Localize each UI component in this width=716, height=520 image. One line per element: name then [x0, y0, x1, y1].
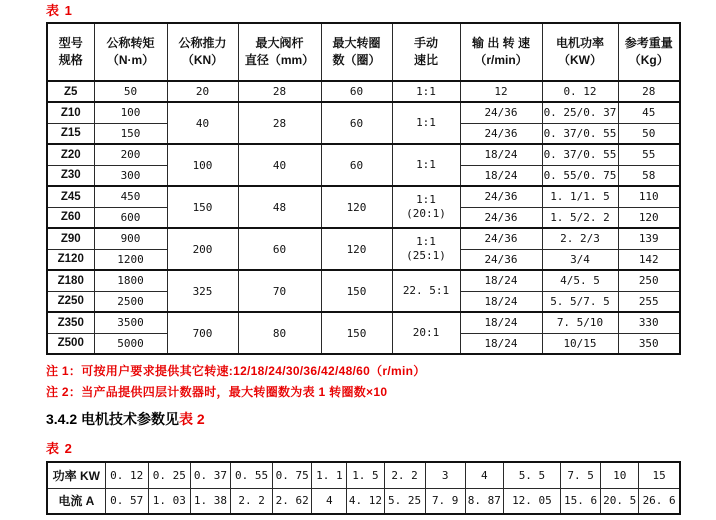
- current-value-cell: 2. 2: [231, 488, 273, 514]
- cell-model: Z5: [47, 81, 94, 102]
- cell-motor-power: 3/4: [542, 249, 618, 270]
- cell-torque: 100: [94, 102, 167, 123]
- table1-row-z180: [47, 270, 680, 291]
- cell-torque: 1800: [94, 270, 167, 291]
- table1-header-row: [47, 23, 680, 81]
- cell-model: Z180: [47, 270, 94, 291]
- power-value-cell: 0. 25: [148, 462, 190, 488]
- current-value-cell: 15. 6: [561, 488, 601, 514]
- cell-turns: 60: [321, 144, 392, 186]
- cell-motor-power: 5. 5/7. 5: [542, 291, 618, 312]
- cell-thrust: 325: [167, 270, 238, 312]
- cell-torque: 300: [94, 165, 167, 186]
- cell-output-speed: 18/24: [460, 291, 542, 312]
- header-line: （KW）: [558, 53, 602, 67]
- header-line: （KN）: [181, 53, 224, 67]
- power-value-cell: 15: [639, 462, 680, 488]
- section-heading: [46, 410, 698, 428]
- header-line: 最大转圈: [332, 36, 381, 50]
- header-line: 直径（mm）: [244, 53, 315, 67]
- cell-torque: 3500: [94, 312, 167, 333]
- cell-turns: 120: [321, 186, 392, 228]
- note-1: 注 1：可按用户要求提供其它转速:12/18/24/30/36/42/48/60（r/min）: [46, 364, 426, 378]
- cell-motor-power: 4/5. 5: [542, 270, 618, 291]
- current-value-cell: 1. 38: [190, 488, 230, 514]
- table2-motor-params: [46, 461, 681, 515]
- cell-output-speed: 12: [460, 81, 542, 102]
- cell-stem-diameter: 28: [238, 81, 321, 102]
- current-value-cell: 0. 57: [105, 488, 148, 514]
- cell-motor-power: 0. 37/0. 55: [542, 144, 618, 165]
- cell-motor-power: 1. 5/2. 2: [542, 207, 618, 228]
- cell-turns: 150: [321, 270, 392, 312]
- current-value-cell: 7. 9: [425, 488, 465, 514]
- cell-model: Z30: [47, 165, 94, 186]
- power-value-cell: 4: [465, 462, 503, 488]
- cell-turns: 60: [321, 81, 392, 102]
- cell-stem-diameter: 80: [238, 312, 321, 354]
- power-value-cell: 10: [601, 462, 639, 488]
- cell-model: Z250: [47, 291, 94, 312]
- cell-torque: 1200: [94, 249, 167, 270]
- header-line: 最大阀杆: [255, 36, 304, 50]
- table2-current-row: [47, 488, 680, 514]
- cell-turns: 150: [321, 312, 392, 354]
- ratio-line: 1:1: [416, 116, 436, 129]
- header-line: 数（圈）: [332, 53, 381, 67]
- cell-motor-power: 0. 12: [542, 81, 618, 102]
- power-value-cell: 2. 2: [384, 462, 425, 488]
- cell-weight: 58: [618, 165, 680, 186]
- header-line: 手动: [413, 36, 438, 50]
- cell-motor-power: 0. 25/0. 37: [542, 102, 618, 123]
- cell-motor-power: 1. 1/1. 5: [542, 186, 618, 207]
- cell-stem-diameter: 28: [238, 102, 321, 144]
- power-value-cell: 0. 12: [105, 462, 148, 488]
- section-heading-table-ref: 表 2: [179, 411, 205, 427]
- cell-output-speed: 24/36: [460, 186, 542, 207]
- header-model-spec: [47, 23, 94, 81]
- cell-model: Z45: [47, 186, 94, 207]
- cell-weight: 139: [618, 228, 680, 249]
- power-value-cell: 7. 5: [561, 462, 601, 488]
- ratio-line: (20:1): [406, 207, 446, 220]
- power-value-cell: 0. 75: [273, 462, 312, 488]
- current-value-cell: 12. 05: [503, 488, 560, 514]
- cell-output-speed: 24/36: [460, 249, 542, 270]
- cell-output-speed: 24/36: [460, 207, 542, 228]
- current-value-cell: 4. 12: [347, 488, 384, 514]
- table1-row-z5: [47, 81, 680, 102]
- current-value-cell: 2. 62: [273, 488, 312, 514]
- cell-torque: 450: [94, 186, 167, 207]
- table1-row-z45: [47, 186, 680, 207]
- cell-weight: 45: [618, 102, 680, 123]
- note-2: 注 2：当产品提供四层计数器时，最大转圈数为表 1 转圈数×10: [46, 385, 388, 399]
- section-heading-text: 3.4.2 电机技术参数见: [46, 411, 180, 427]
- header-line: 型号: [58, 36, 83, 50]
- cell-thrust: 40: [167, 102, 238, 144]
- table1-row-z90: [47, 228, 680, 249]
- power-value-cell: 1. 5: [347, 462, 384, 488]
- cell-manual-ratio: [392, 81, 460, 102]
- table1-row-z10: [47, 102, 680, 123]
- cell-torque: 50: [94, 81, 167, 102]
- header-nominal-torque: [94, 23, 167, 81]
- power-value-cell: 0. 37: [190, 462, 230, 488]
- cell-manual-ratio: [392, 144, 460, 186]
- table1-row-z350: [47, 312, 680, 333]
- cell-stem-diameter: 60: [238, 228, 321, 270]
- cell-motor-power: 0. 37/0. 55: [542, 123, 618, 144]
- header-output-speed: [460, 23, 542, 81]
- header-manual-ratio: [392, 23, 460, 81]
- header-line: 参考重量: [624, 36, 673, 50]
- header-line: 电机功率: [555, 36, 604, 50]
- cell-manual-ratio: [392, 186, 460, 228]
- cell-model: Z90: [47, 228, 94, 249]
- header-nominal-thrust: [167, 23, 238, 81]
- cell-torque: 2500: [94, 291, 167, 312]
- cell-thrust: 200: [167, 228, 238, 270]
- cell-model: Z500: [47, 333, 94, 354]
- power-value-cell: 5. 5: [503, 462, 560, 488]
- cell-weight: 330: [618, 312, 680, 333]
- cell-motor-power: 2. 2/3: [542, 228, 618, 249]
- current-value-cell: 1. 03: [148, 488, 190, 514]
- power-value-cell: 3: [425, 462, 465, 488]
- cell-thrust: 700: [167, 312, 238, 354]
- cell-thrust: 100: [167, 144, 238, 186]
- cell-stem-diameter: 48: [238, 186, 321, 228]
- cell-output-speed: 24/36: [460, 228, 542, 249]
- cell-manual-ratio: [392, 312, 460, 354]
- cell-torque: 150: [94, 123, 167, 144]
- header-line: （N·m）: [106, 53, 155, 67]
- cell-model: Z350: [47, 312, 94, 333]
- cell-weight: 350: [618, 333, 680, 354]
- cell-model: Z10: [47, 102, 94, 123]
- cell-output-speed: 18/24: [460, 312, 542, 333]
- cell-torque: 200: [94, 144, 167, 165]
- header-line: （r/min）: [474, 53, 528, 67]
- table2-power-row: [47, 462, 680, 488]
- header-line: 速比: [413, 53, 438, 67]
- header-line: 输 出 转 速: [471, 36, 530, 50]
- cell-output-speed: 24/36: [460, 123, 542, 144]
- header-line: （Kg）: [628, 53, 669, 67]
- current-value-cell: 8. 87: [465, 488, 503, 514]
- ratio-line: 1:1: [416, 158, 436, 171]
- cell-model: Z60: [47, 207, 94, 228]
- cell-manual-ratio: [392, 228, 460, 270]
- current-header-cell: 电流 A: [47, 488, 105, 514]
- power-value-cell: 1. 1: [312, 462, 347, 488]
- cell-output-speed: 18/24: [460, 333, 542, 354]
- ratio-line: 1:1: [416, 193, 436, 206]
- current-value-cell: 4: [312, 488, 347, 514]
- cell-weight: 55: [618, 144, 680, 165]
- cell-thrust: 150: [167, 186, 238, 228]
- cell-turns: 60: [321, 102, 392, 144]
- table2-label: 表 2: [46, 441, 73, 456]
- cell-motor-power: 7. 5/10: [542, 312, 618, 333]
- cell-motor-power: 10/15: [542, 333, 618, 354]
- power-header-cell: 功率 KW: [47, 462, 105, 488]
- power-value-cell: 0. 55: [231, 462, 273, 488]
- cell-output-speed: 18/24: [460, 165, 542, 186]
- cell-thrust: 20: [167, 81, 238, 102]
- cell-turns: 120: [321, 228, 392, 270]
- cell-weight: 255: [618, 291, 680, 312]
- header-ref-weight: [618, 23, 680, 81]
- ratio-line: 20:1: [412, 326, 440, 339]
- current-value-cell: 5. 25: [384, 488, 425, 514]
- header-line: 公称转矩: [106, 36, 155, 50]
- header-max-turns: [321, 23, 392, 81]
- table1-row-z20: [47, 144, 680, 165]
- cell-motor-power: 0. 55/0. 75: [542, 165, 618, 186]
- cell-model: Z15: [47, 123, 94, 144]
- ratio-line: 22. 5:1: [402, 284, 450, 297]
- cell-torque: 900: [94, 228, 167, 249]
- cell-model: Z120: [47, 249, 94, 270]
- table1-label: 表 1: [46, 3, 73, 18]
- cell-weight: 110: [618, 186, 680, 207]
- cell-output-speed: 18/24: [460, 144, 542, 165]
- cell-stem-diameter: 70: [238, 270, 321, 312]
- cell-stem-diameter: 40: [238, 144, 321, 186]
- table1-specs: [46, 22, 681, 355]
- cell-weight: 250: [618, 270, 680, 291]
- cell-output-speed: 18/24: [460, 270, 542, 291]
- header-motor-power: [542, 23, 618, 81]
- cell-weight: 50: [618, 123, 680, 144]
- ratio-line: (25:1): [406, 249, 446, 262]
- current-value-cell: 20. 5: [601, 488, 639, 514]
- cell-weight: 120: [618, 207, 680, 228]
- header-line: 公称推力: [178, 36, 227, 50]
- cell-manual-ratio: [392, 102, 460, 144]
- current-value-cell: 26. 6: [639, 488, 680, 514]
- cell-weight: 28: [618, 81, 680, 102]
- cell-weight: 142: [618, 249, 680, 270]
- cell-model: Z20: [47, 144, 94, 165]
- header-max-stem-diameter: [238, 23, 321, 81]
- cell-torque: 5000: [94, 333, 167, 354]
- cell-torque: 600: [94, 207, 167, 228]
- ratio-line: 1:1: [416, 235, 436, 248]
- ratio-line: 1:1: [416, 84, 436, 98]
- cell-output-speed: 24/36: [460, 102, 542, 123]
- cell-manual-ratio: [392, 270, 460, 312]
- header-line: 规格: [58, 53, 83, 67]
